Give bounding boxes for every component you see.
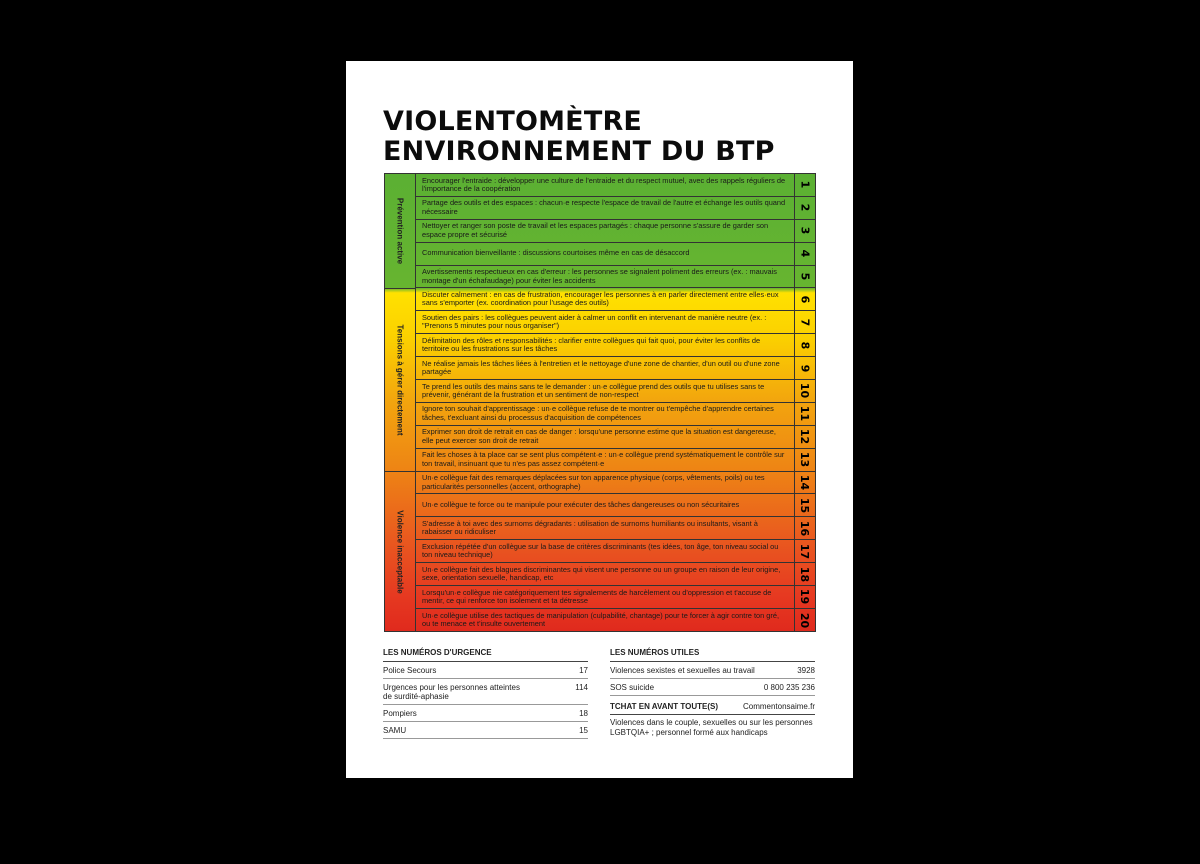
scale-row-number: [794, 472, 815, 494]
contact-row: [383, 662, 588, 679]
scale-number: 7: [798, 318, 812, 327]
scale-row-text: Un·e collègue te force ou te manipule pour exécuter des tâches dangereuses ou non sécuritaires: [422, 501, 740, 510]
scale-number: 15: [798, 497, 812, 514]
scale-row: [415, 357, 815, 380]
contact-number: 18: [579, 709, 588, 718]
scale-number: 20: [798, 612, 812, 629]
scale-row: [415, 220, 815, 243]
scale-row-number: [794, 266, 815, 288]
scale-number: 8: [798, 341, 812, 349]
tchat-site: Commentonsaime.fr: [742, 702, 815, 711]
violence-scale: [384, 173, 816, 632]
scale-row-text: Délimitation des rôles et responsabilités : clarifier entre collègues qui fait quoi, pour éviter les conflits de territoire ou les frustrations sur les tâches: [422, 336, 761, 354]
scale-row-text: Ne réalise jamais les tâches liées à l'entretien et le nettoyage d'une zone de chantier, d'un outil ou d'une zone partagée: [422, 359, 780, 377]
contact-row: [383, 722, 588, 739]
scale-row-number: [794, 426, 815, 448]
scale-row: [415, 609, 815, 632]
scale-number: 4: [798, 249, 812, 258]
scale-row-text: Encourager l'entraide : développer une culture de l'entraide et du respect mutuel, avec des rappels réguliers de l'importance de la coopération: [422, 176, 786, 193]
scale-row-number: [794, 540, 815, 562]
scale-row: [415, 243, 815, 266]
scale-number: 11: [798, 406, 812, 422]
scale-number: 3: [798, 226, 812, 235]
scale-row-text: Lorsqu'un·e collègue nie catégoriquement tes signalements de harcèlement ou d'oppression et t'accuse de mentir, ce qui renforce ton isolement et ta détresse: [422, 588, 772, 605]
scale-number: 2: [798, 204, 812, 212]
contact-name: Police Secours: [383, 666, 437, 675]
scale-number: 17: [798, 543, 812, 559]
scale-row-number: [794, 517, 815, 539]
scale-row-text: Soutien des pairs : les collègues peuvent aider à calmer un conflit en intervenant de manière neutre (ex. : "Prenons 5 minutes pour nous organiser"): [422, 313, 767, 331]
scale-row: [415, 311, 815, 334]
tchat-row: [610, 696, 815, 715]
scale-row: [415, 517, 815, 540]
contact-name: SAMU: [383, 726, 407, 735]
scale-row-number: [794, 334, 815, 356]
contact-row: [610, 662, 815, 679]
scale-row-text: Ignore ton souhait d'apprentissage : un·e collègue refuse de te montrer ou t'empêche d'apprendre certaines tâches, t'excluant ainsi du processus d'acquisition de compétences: [422, 405, 774, 422]
scale-row: [415, 494, 815, 517]
zone-label: Prévention active: [395, 197, 405, 264]
scale-row-text: Fait les choses à ta place car se sent plus compétent·e : un·e collègue prend systématiquement le contrôle sur ton travail, insinuant que tu n'es pas assez compétent·e: [422, 451, 785, 468]
scale-row: [415, 403, 815, 426]
zone-label: Violence inacceptable: [395, 510, 405, 595]
scale-rows: [415, 174, 815, 631]
zone-column: [385, 174, 416, 631]
contact-row: [610, 679, 815, 696]
tchat-title: TCHAT EN AVANT TOUTE(S): [610, 702, 718, 711]
scale-row: [415, 380, 815, 403]
contact-row: [383, 679, 588, 705]
scale-row-text: S'adresse à toi avec des surnoms dégradants : utilisation de surnoms humiliants ou insultants, visant à rabaisser ou ridiculiser: [422, 519, 758, 537]
contact-number: 3928: [797, 666, 815, 675]
scale-row-number: [794, 311, 815, 333]
scale-row-number: [794, 288, 815, 310]
scale-row-number: [794, 494, 815, 516]
contact-number: 0 800 235 236: [763, 683, 815, 692]
scale-row: [415, 540, 815, 563]
scale-row: [415, 449, 815, 472]
scale-row-text: Exprimer son droit de retrait en cas de danger : lorsqu'une personne estime que la situation est dangereuse, elle peut exercer son droit de retrait: [422, 428, 776, 445]
scale-row-number: [794, 609, 815, 632]
scale-row: [415, 266, 815, 289]
contact-name: Pompiers: [383, 709, 417, 718]
scale-row-number: [794, 449, 815, 471]
scale-row-number: [794, 220, 815, 242]
scale-number: 12: [798, 429, 812, 445]
poster: [346, 61, 853, 778]
emergency-numbers: [383, 648, 588, 739]
scale-row-number: [794, 357, 815, 379]
emergency-title: LES NUMÉROS D'URGENCE: [383, 648, 588, 662]
contact-row: [383, 705, 588, 722]
scale-row: [415, 586, 815, 609]
useful-numbers: [610, 648, 815, 738]
scale-number: 13: [798, 451, 812, 468]
scale-number: 16: [798, 520, 812, 536]
scale-number: 18: [798, 566, 812, 582]
scale-row-number: [794, 243, 815, 265]
zone-violence: [385, 472, 415, 633]
tchat-description: Violences dans le couple, sexuelles ou sur les personnes LGBTQIA+ ; personnel formé aux handicaps: [610, 718, 813, 737]
scale-row-number: [794, 197, 815, 219]
scale-number: 19: [798, 589, 812, 605]
useful-title: LES NUMÉROS UTILES: [610, 648, 815, 662]
scale-row-text: Discuter calmement : en cas de frustration, encourager les personnes à en parler directement entre elles·eux sans s'emporter (ex. coordination pour l'usage des outils): [422, 290, 779, 308]
scale-row: [415, 288, 815, 311]
zone-label: Tensions à gérer directement: [395, 324, 405, 436]
contact-name: Urgences pour les personnes atteintes de surdité-aphasie: [383, 683, 520, 701]
zone-prevention: [385, 174, 415, 289]
contact-name: SOS suicide: [610, 683, 655, 692]
contact-name: Violences sexistes et sexuelles au travail: [610, 666, 755, 675]
scale-number: 10: [798, 383, 812, 399]
scale-row: [415, 426, 815, 449]
contact-number: 15: [579, 726, 588, 735]
scale-row-number: [794, 174, 815, 196]
scale-row-text: Exclusion répétée d'un collègue sur la base de critères discriminants (tes idées, ton âge, ton niveau social ou ton niveau technique): [422, 542, 779, 560]
scale-row-text: Un·e collègue fait des remarques déplacées sur ton apparence physique (corps, vêtements, poils) ou tes particularités personnelles (accent, orthographe): [422, 474, 765, 491]
scale-row-number: [794, 380, 815, 402]
scale-row-text: Communication bienveillante : discussions courtoises même en cas de désaccord: [422, 249, 690, 258]
title-line-1: VIOLENTOMÈTRE: [383, 106, 643, 137]
scale-number: 6: [798, 295, 812, 304]
scale-number: 9: [798, 364, 812, 372]
title-line-2: ENVIRONNEMENT DU BTP: [383, 136, 775, 167]
scale-row-text: Un·e collègue fait des blagues discriminantes qui visent une personne ou un groupe en raison de leur origine, sexe, orientation sexuelle, handicap, etc: [422, 565, 781, 583]
scale-row: [415, 563, 815, 586]
scale-row-text: Partage des outils et des espaces : chacun·e respecte l'espace de travail de l'autre et échange les outils quand nécessaire: [422, 199, 786, 216]
poster-title: [383, 107, 775, 167]
scale-row-text: Un·e collègue utilise des tactiques de manipulation (culpabilité, chantage) pour te forcer à agir contre ton gré, ou te menace et t'insulte ouvertement: [422, 611, 780, 629]
contact-number: 114: [575, 683, 588, 692]
scale-row: [415, 197, 815, 220]
scale-row: [415, 174, 815, 197]
scale-row-text: Te prend les outils des mains sans te le demander : un·e collègue prend des outils que tu utilises sans te prévenir, générant de la frustration et un sentiment de non-respect: [422, 382, 765, 399]
scale-row-number: [794, 403, 815, 425]
scale-row-number: [794, 563, 815, 585]
scale-row: [415, 334, 815, 357]
contact-number: 17: [579, 666, 588, 675]
scale-number: 1: [798, 181, 812, 189]
scale-row-text: Avertissements respectueux en cas d'erreur : les personnes se signalent poliment des erreurs (ex. : mauvais montage d'un échafaudage) pour éviter les accidents: [422, 268, 777, 285]
scale-number: 14: [798, 474, 812, 491]
scale-row-number: [794, 586, 815, 608]
zone-tensions: [385, 289, 415, 472]
scale-row: [415, 472, 815, 495]
scale-row-text: Nettoyer et ranger son poste de travail et les espaces partagés : chaque personne s'assure de garder son espace propre et sécurisé: [422, 222, 769, 239]
scale-number: 5: [798, 272, 812, 281]
